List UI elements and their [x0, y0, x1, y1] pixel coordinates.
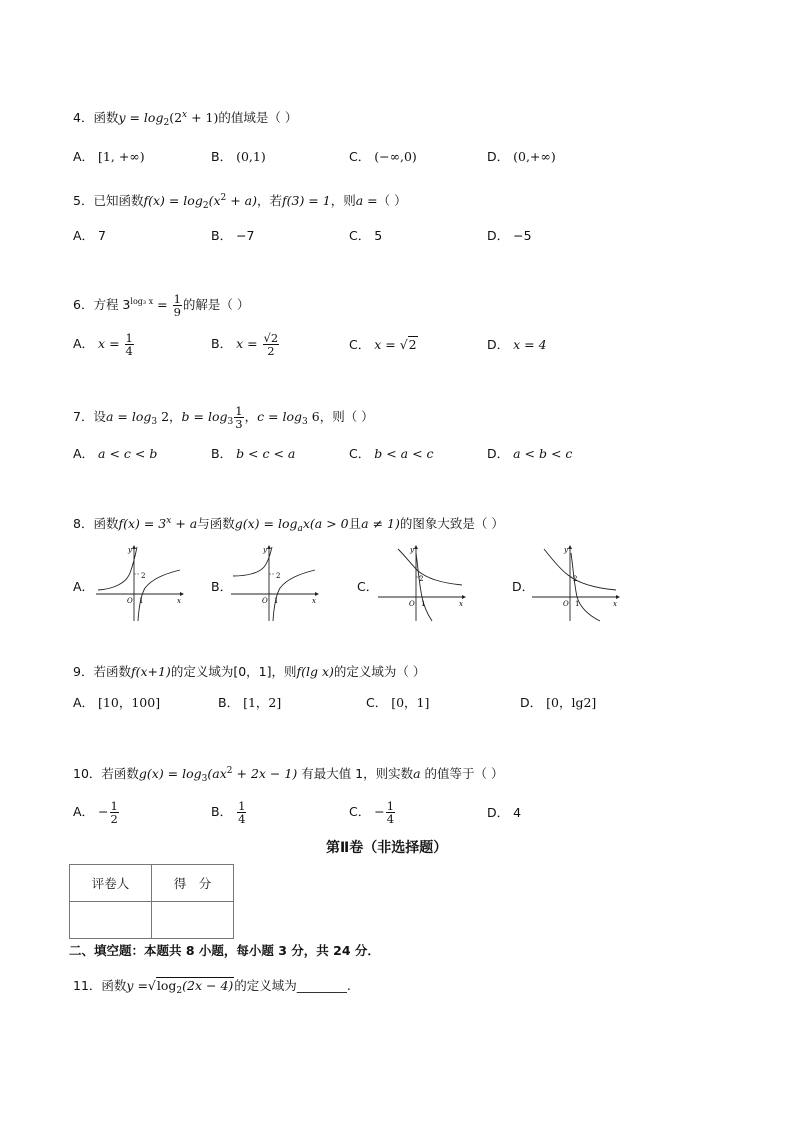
q10-option-a-denominator: 2 — [110, 812, 118, 826]
q8-option-d-letter[interactable]: D． — [512, 579, 535, 594]
q10-g-expression: g(x) = log — [138, 766, 202, 781]
two-label: 2 — [141, 572, 146, 580]
q6-equals: = — [153, 297, 172, 312]
q8-stem — [73, 513, 504, 537]
q5-argument: (x — [208, 193, 221, 208]
q7-b-expression: b = log — [181, 409, 228, 424]
x-label: x — [459, 600, 463, 608]
q6-option-c: C． x = √2 — [349, 337, 417, 352]
origin-label: O — [563, 600, 569, 608]
q9-stem-prefix: 9．若函数 — [73, 664, 131, 679]
two-label: 2 — [276, 572, 281, 580]
q4-option-c — [349, 149, 417, 165]
q11-answer-blank[interactable]: ________. — [296, 978, 351, 993]
q10-variable: a — [413, 766, 421, 781]
q10-option-a-numerator: 1 — [110, 799, 118, 813]
q4-option-b-letter: B． — [211, 149, 233, 164]
q9-stem — [73, 664, 425, 680]
q4-log-base: 2 — [163, 118, 170, 128]
q6-option-d-letter: D． — [487, 337, 510, 352]
q6-exponent: log₃ x — [130, 297, 154, 306]
q10-stem-prefix: 10．若函数 — [73, 766, 139, 781]
y-label: y — [263, 546, 267, 554]
q6-option-b — [211, 330, 280, 358]
q4-argument-tail: + 1) — [187, 110, 219, 125]
q6-option-b-fraction — [263, 332, 280, 357]
q8-stem-suffix: 的图象大致是（ ） — [399, 516, 504, 531]
q10-option-c — [349, 798, 396, 826]
q10-g-argument: (ax — [207, 766, 227, 781]
q4-option-a — [73, 149, 145, 165]
q4-option-b — [211, 149, 266, 165]
q8-g-expression: g(x) = log — [234, 516, 298, 531]
q6-fraction-denominator: 9 — [173, 305, 181, 319]
q10-option-b-letter: B． — [211, 804, 233, 819]
one-label: 1 — [139, 597, 144, 605]
score-table — [69, 864, 234, 939]
log-curve — [416, 553, 432, 621]
y-label: y — [564, 546, 568, 554]
q8-f-expression: f(x) = 3 — [118, 516, 167, 531]
q6-stem — [73, 287, 249, 320]
score-table-score-cell[interactable] — [152, 902, 234, 939]
q8-g-base: a — [297, 524, 303, 534]
q6-fraction-numerator: 1 — [173, 292, 181, 306]
q9-middle-text: 的定义域为[0，1]，则 — [170, 664, 297, 679]
q4-argument-exponent: x — [182, 110, 188, 120]
q9-f2: f(lg x) — [296, 664, 334, 679]
q6-stem-prefix: 6．方程 3 — [73, 297, 131, 312]
q6-option-c-letter: C． — [349, 337, 371, 352]
q10-option-b — [211, 798, 247, 826]
q6-fraction — [173, 293, 182, 318]
q5-middle-text: ，若 — [256, 193, 282, 208]
q7-option-a — [73, 446, 157, 462]
q5-option-a-value: 7 — [98, 228, 106, 243]
q5-option-b-letter: B． — [211, 228, 233, 243]
q6-option-c-radicand: 2 — [408, 337, 417, 352]
origin-label: O — [409, 600, 415, 608]
q5-stem — [73, 190, 407, 214]
q9-option-a — [73, 695, 160, 711]
q9-stem-suffix: 的定义域为（ ） — [333, 664, 426, 679]
q9-option-d-value: [0，lg2] — [546, 695, 597, 710]
origin-label: O — [127, 597, 133, 605]
q7-option-a-value: a < c < b — [98, 446, 158, 461]
q11-stem-suffix: 的定义域为 — [234, 978, 297, 993]
score-table-header-score: 得 分 — [152, 865, 234, 902]
q11-stem: 11．函数$y =√\log_2(2x - 4)$的定义域为________. — [73, 978, 351, 996]
q7-option-b-value: b < c < a — [236, 446, 296, 461]
q9-option-b — [218, 695, 281, 711]
exponential-curve — [398, 549, 462, 585]
q7-c-expression: c = log — [257, 409, 303, 424]
q9-option-b-letter: B． — [218, 695, 240, 710]
q5-ask-text: ，则 — [330, 193, 356, 208]
q4-option-d-letter: D． — [487, 149, 510, 164]
q6-option-a-fraction — [125, 332, 134, 357]
exponential-curve — [544, 549, 616, 590]
q10-stem — [73, 763, 504, 787]
q7-a-argument: 2 — [157, 409, 170, 424]
q10-option-c-numerator: 1 — [386, 799, 395, 813]
q9-option-a-value: [10，100] — [98, 695, 161, 710]
q7-option-c-letter: C． — [349, 446, 371, 461]
q6-option-a-prefix: x = — [98, 336, 124, 351]
score-table-grader-cell[interactable] — [70, 902, 152, 939]
q6-option-a — [73, 330, 135, 358]
two-label: 2 — [573, 575, 578, 583]
q9-option-c — [366, 695, 429, 711]
q6-option-b-letter: B． — [211, 336, 233, 351]
q7-stem — [73, 402, 374, 437]
q10-option-d-value: 4 — [513, 805, 522, 820]
q4-argument: (2 — [169, 110, 183, 125]
q8-graph-b[interactable] — [229, 543, 321, 623]
q10-option-a-sign: − — [98, 804, 109, 819]
q4-option-d-value: (0,+∞) — [513, 149, 556, 164]
two-label: 2 — [419, 575, 424, 583]
section-heading: 二、填空题：本题共 8 小题，每小题 3 分，共 24 分． — [69, 943, 380, 958]
q8-graph-d[interactable] — [530, 543, 622, 623]
q11-root-expression: log — [156, 978, 177, 993]
q10-middle-text: 有最大值 1，则实数 — [297, 766, 414, 781]
section-title: 第Ⅱ卷（非选择题） — [326, 840, 448, 856]
q11-stem-prefix: 11．函数 — [73, 978, 127, 993]
q11-function: y = — [126, 978, 148, 993]
q10-option-c-fraction — [386, 800, 395, 825]
q11-root-base: 2 — [176, 986, 183, 996]
q5-option-a-letter: A． — [73, 228, 95, 243]
x-label: x — [312, 597, 316, 605]
y-label: y — [410, 546, 414, 554]
q4-option-a-value: [1, +∞) — [98, 149, 145, 164]
q7-b-denominator: 3 — [235, 417, 243, 431]
q6-option-b-numerator: √2 — [263, 331, 279, 345]
q9-option-d-letter: D． — [520, 695, 543, 710]
q8-graph-a[interactable] — [94, 543, 186, 623]
q8-graph-c[interactable] — [376, 543, 468, 623]
q5-ask-variable: a = — [355, 193, 378, 208]
q11-root-argument: (2x − 4) — [182, 978, 234, 993]
q5-option-b-value: −7 — [236, 228, 255, 243]
q7-option-d-value: a < b < c — [513, 446, 573, 461]
one-label: 1 — [421, 600, 426, 608]
q7-b-base: 3 — [227, 417, 234, 427]
q5-option-d-letter: D． — [487, 228, 510, 243]
q8-f-exponent: x — [166, 516, 172, 526]
q10-option-b-denominator: 4 — [238, 812, 246, 826]
q7-stem-prefix: 7．设 — [73, 409, 106, 424]
q5-option-c-value: 5 — [374, 228, 383, 243]
q7-stem-suffix: ，则（ ） — [319, 409, 374, 424]
q5-option-c — [349, 228, 382, 244]
q9-option-a-letter: A． — [73, 695, 95, 710]
q7-option-d-letter: D． — [487, 446, 510, 461]
one-label: 1 — [575, 600, 580, 608]
q5-argument-exponent: 2 — [220, 193, 227, 203]
q5-condition: f(3) = 1 — [282, 193, 331, 208]
q10-option-a — [73, 798, 120, 826]
one-label: 1 — [274, 597, 279, 605]
q9-option-c-letter: C． — [366, 695, 388, 710]
q9-option-d — [520, 695, 596, 711]
q10-option-c-letter: C． — [349, 804, 371, 819]
x-label: x — [177, 597, 181, 605]
q5-function: f(x) = log — [143, 193, 203, 208]
q10-option-d-letter: D． — [487, 805, 510, 820]
q5-option-a — [73, 228, 106, 244]
q10-g-exponent: 2 — [226, 766, 233, 776]
q4-stem — [73, 107, 297, 131]
q10-option-c-sign: − — [374, 804, 385, 819]
q8-option-b-letter[interactable]: B． — [211, 579, 233, 594]
q6-option-d — [487, 337, 547, 353]
q4-function: y = log — [118, 110, 164, 125]
q7-option-d — [487, 446, 572, 462]
q8-option-c-letter[interactable]: C． — [357, 579, 379, 594]
origin-label: O — [262, 597, 268, 605]
q10-option-c-denominator: 4 — [386, 812, 395, 826]
q4-stem-prefix: 4．函数 — [73, 110, 119, 125]
q5-log-base: 2 — [202, 201, 209, 211]
x-label: x — [613, 600, 617, 608]
q10-g-tail: + 2x − 1) — [232, 766, 298, 781]
q5-option-b — [211, 228, 255, 244]
y-label: y — [128, 546, 132, 554]
q8-g-argument: x(a > 0 — [302, 516, 349, 531]
q7-a-expression: a = log — [105, 409, 152, 424]
q7-option-c-value: b < a < c — [374, 446, 434, 461]
q7-b-numerator: 1 — [235, 404, 243, 418]
q7-separator-1: ， — [169, 409, 182, 424]
q9-f1: f(x+1) — [130, 664, 171, 679]
q5-stem-suffix: （ ） — [377, 193, 407, 208]
q5-option-d — [487, 228, 532, 244]
q7-b-fraction — [234, 405, 243, 430]
q10-option-a-letter: A． — [73, 804, 95, 819]
q6-option-c-prefix: x = — [374, 337, 400, 352]
q6-option-b-prefix: x = — [236, 336, 262, 351]
q4-option-b-value: (0,1) — [236, 149, 266, 164]
q7-c-base: 3 — [302, 417, 308, 427]
q10-stem-suffix: 的值等于（ ） — [420, 766, 504, 781]
q4-option-d — [487, 149, 556, 165]
q8-g-condition: a ≠ 1) — [361, 516, 400, 531]
q9-option-b-value: [1，2] — [243, 695, 282, 710]
q7-option-b — [211, 446, 295, 462]
q4-option-c-value: (−∞,0) — [374, 149, 417, 164]
q7-option-c — [349, 446, 434, 462]
q10-option-a-fraction — [110, 800, 119, 825]
q6-option-a-numerator: 1 — [125, 331, 133, 345]
q7-separator-2: ， — [244, 409, 258, 424]
q10-option-b-numerator: 1 — [238, 799, 246, 813]
q4-stem-suffix: 的值域是（ ） — [218, 110, 298, 125]
q7-option-a-letter: A． — [73, 446, 95, 461]
q7-c-argument: 6 — [307, 409, 320, 424]
q7-option-b-letter: B． — [211, 446, 233, 461]
q10-option-b-fraction — [237, 800, 246, 825]
q6-stem-suffix: 的解是（ ） — [182, 297, 250, 312]
q6-option-b-denominator: 2 — [267, 344, 275, 358]
q5-argument-tail: + a) — [226, 193, 257, 208]
q4-option-c-letter: C． — [349, 149, 371, 164]
q7-a-base: 3 — [151, 417, 158, 427]
q10-g-base: 3 — [201, 774, 208, 784]
q6-option-a-denominator: 4 — [125, 344, 133, 358]
q8-f-tail: + a — [171, 516, 198, 531]
q4-option-a-letter: A． — [73, 149, 95, 164]
q5-option-c-letter: C． — [349, 228, 371, 243]
score-table-header-grader: 评卷人 — [70, 865, 152, 902]
q10-option-d — [487, 805, 521, 821]
q8-stem-prefix: 8．函数 — [73, 516, 119, 531]
q8-option-a-letter[interactable]: A． — [73, 579, 95, 594]
q8-and-text: 且 — [348, 516, 362, 531]
q5-stem-prefix: 5．已知函数 — [73, 193, 144, 208]
q8-middle-text: 与函数 — [197, 516, 235, 531]
q6-option-a-letter: A． — [73, 336, 95, 351]
q6-option-d-value: x = 4 — [513, 337, 547, 352]
q9-option-c-value: [0，1] — [391, 695, 430, 710]
q5-option-d-value: −5 — [513, 228, 532, 243]
